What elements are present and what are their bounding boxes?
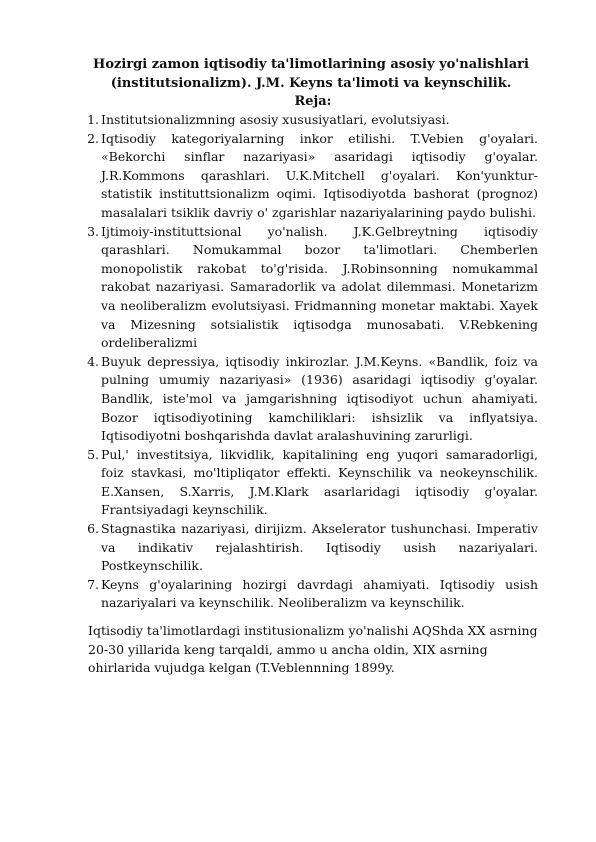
plan-item-number: 1. bbox=[87, 112, 99, 127]
plan-item-text: Institutsionalizmning asosiy xususiyatlari, evolutsiyasi. bbox=[101, 112, 450, 127]
plan-item-number: 6. bbox=[87, 521, 99, 537]
plan-item-text: Keyns g'oyalarining hozirgi davrdagi ahamiyati. Iqtisodiy usish nazariyalari va keynschilik. Neoliberalizm va keynschilik. bbox=[101, 576, 538, 611]
plan-heading: Reja: bbox=[294, 94, 332, 109]
plan-item bbox=[88, 353, 538, 446]
plan-item-text: Ijtimoiy-instituttsional yo'nalish. J.K.Gelbreytning iqtisodiy qarashlari. Nomukammal bozor ta'limotlari. Chemberlen monopolistik rakobat to'g'risida. J.Robinsonning nomukammal rakobat nazariyasi. Samaradorlik va adolat dilemmasi. Monetarizm va neoliberalizm evolutsiyasi. Fridmanning monetar maktabi. Xayek va Mizesning sotsialistik iqtisodga munosabati. V.Rebkening ordeliberalizmi bbox=[101, 223, 538, 351]
plan-item-text: Iqtisodiy kategoriyalarning inkor etilishi. T.Vebien g'oyalari. «Bekorchi sinflar nazariyasi» asaridagi iqtisodiy g'oyalar. J.R.Kommons qarashlari. U.K.Mitchell g'oyalari. Kon'yunktur-statistik instituttsionalizm oqimi. Iqtisodiyotda bashorat (prognoz) masalalari tsiklik davriy o' zgarishlar nazariyalarining paydo bulishi. bbox=[101, 130, 538, 220]
plan-item-number: 2. bbox=[87, 130, 99, 146]
plan-item-number: 4. bbox=[87, 353, 99, 369]
plan-item-text: Pul,' investitsiya, likvidlik, kapitalining eng yuqori samaradorligi, foiz stavkasi, mo'ltipliqator effekti. Keynschilik va neokeynschilik. E.Xansen, S.Xarris, J.M.Klark asarlaridagi iqtisodiy g'oyalar. Frantsiyadagi keynschilik. bbox=[101, 446, 538, 518]
plan-list bbox=[88, 111, 538, 613]
plan-item-number: 5. bbox=[87, 446, 99, 462]
plan-item bbox=[88, 520, 538, 576]
plan-item bbox=[88, 223, 538, 353]
body-paragraph: Iqtisodiy ta'limotlardagi institusionalizm yo'nalishi AQShda XX asrning 20-30 yillarida keng tarqaldi, ammo u ancha oldin, XIX asrning ohirlarida vujudga kelgan (T.Veblennning 1899y. bbox=[88, 623, 538, 676]
plan-item-number: 7. bbox=[87, 576, 99, 592]
plan-item bbox=[88, 446, 538, 520]
plan-item-number: 3. bbox=[87, 223, 99, 239]
document-title: Hozirgi zamon iqtisodiy ta'limotlarining asosiy yo'nalishlari (institutsionalizm). J.M. Keyns ta'limoti va keynschilik. bbox=[93, 57, 529, 91]
plan-item bbox=[88, 576, 538, 613]
plan-item bbox=[88, 111, 538, 130]
plan-item bbox=[88, 130, 538, 223]
plan-item-text: Buyuk depressiya, iqtisodiy inkirozlar. J.M.Keyns. «Bandlik, foiz va pulning umumiy nazariyasi» (1936) asaridagi iqtisodiy g'oyalar. Bandlik, iste'mol va jamgarishning iqtisodiyot uchun ahamiyati. Bozor iqtisodiyotining kamchiliklari: ishsizlik va inflyatsiya. Iqtisodiyotni boshqarishda davlat aralashuvining zarurligi. bbox=[101, 353, 538, 444]
plan-item-text: Stagnastika nazariyasi, dirijizm. Akselerator tushunchasi. Imperativ va indikativ rejalashtirish. Iqtisodiy usish nazariyalari. Postkeynschilik. bbox=[101, 521, 538, 574]
